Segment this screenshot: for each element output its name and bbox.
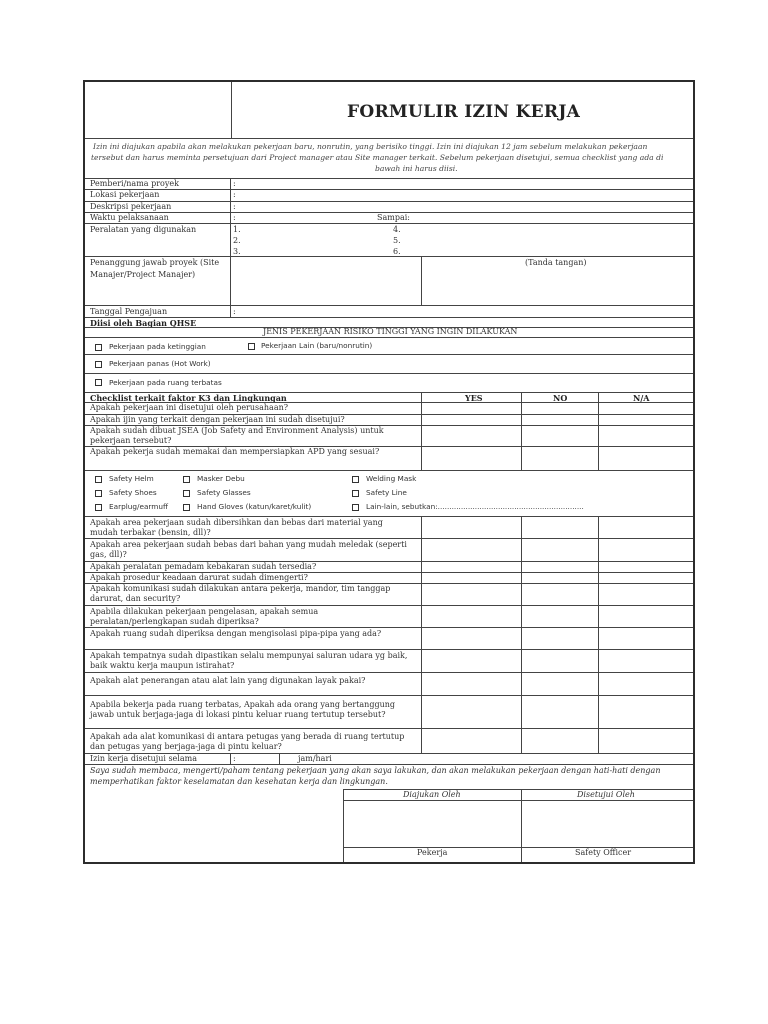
question-10-line-1: Apabila dilakukan pekerjaan pengelasan, apakah semua	[90, 607, 319, 616]
statement-line-1: Saya sudah membaca, mengerti/paham tentang pekerjaan yang akan saya lakukan, dan akan melakukan pekerjaan dengan hati-hati dengan	[90, 766, 661, 775]
colon-deskripsi: :	[233, 202, 236, 211]
question-12-line-2: baik waktu kerja maupun istirahat?	[90, 661, 235, 670]
form-title: FORMULIR IZIN KERJA	[347, 102, 581, 122]
checkbox-hot-work[interactable]	[95, 361, 102, 368]
equipment-6: 6.	[393, 247, 401, 256]
label-tanda-tangan: (Tanda tangan)	[525, 258, 587, 267]
question-9-line-1: Apakah komunikasi sudah dilakukan antara pekerja, mandor, tim tanggap	[90, 584, 391, 593]
question-9-line-2: darurat, dan security?	[90, 594, 181, 603]
ppe-masker-debu: Masker Debu	[197, 474, 245, 483]
equipment-3: 3.	[233, 247, 241, 256]
checkbox-welding-mask[interactable]	[352, 476, 359, 483]
question-15-line-1: Apakah ada alat komunikasi di antara petugas yang berada di ruang tertutup	[90, 732, 405, 741]
label-deskripsi: Deskripsi pekerjaan	[90, 202, 172, 211]
ppe-safety-helm: Safety Helm	[109, 474, 154, 483]
label-tanggal: Tanggal Pengajuan	[90, 307, 168, 316]
intro-line-1: Izin ini diajukan apabila akan melakukan pekerjaan baru, nonrutin, yang berisiko tinggi. Izin ini diajukan 12 jam sebelum melakukan pekerjaan	[93, 142, 648, 151]
label-pekerjaan-lain: Pekerjaan Lain (baru/nonrutin)	[261, 341, 373, 350]
label-waktu: Waktu pelaksanaan	[90, 213, 169, 222]
question-3-line-2: pekerjaan tersebut?	[90, 436, 172, 445]
qhse-heading: Diisi oleh Bagian QHSE	[90, 318, 197, 328]
jenis-pekerjaan-header: JENIS PEKERJAAN RISIKO TINGGI YANG INGIN DILAKUKAN	[263, 327, 518, 336]
label-pemberi: Pemberi/nama proyek	[90, 179, 179, 188]
question-2: Apakah ijin yang terkait dengan pekerjaan ini sudah disetujui?	[90, 415, 345, 424]
checkbox-earplug[interactable]	[95, 504, 102, 511]
ppe-safety-shoes: Safety Shoes	[109, 488, 157, 497]
question-8: Apakah prosedur keadaan darurat sudah dimengerti?	[90, 573, 308, 582]
label-lokasi: Lokasi pekerjaan	[90, 190, 160, 199]
label-ruang-terbatas: Pekerjaan pada ruang terbatas	[109, 378, 222, 387]
ppe-lain-lain: Lain-lain, sebutkan:...............................................................	[366, 502, 584, 511]
ppe-welding-mask: Welding Mask	[366, 474, 417, 483]
checklist-heading: Checklist terkait faktor K3 dan Lingkungan	[90, 393, 287, 403]
colon-tanggal: :	[233, 307, 236, 316]
question-7: Apakah peralatan pemadam kebakaran sudah tersedia?	[90, 562, 317, 571]
question-4: Apakah pekerja sudah memakai dan mempersiapkan APD yang sesuai?	[90, 447, 380, 456]
ppe-earplug: Earplug/earmuff	[109, 502, 169, 511]
colon-waktu: :	[233, 213, 236, 222]
checkbox-safety-helm[interactable]	[95, 476, 102, 483]
question-14-line-2: jawab untuk berjaga-jaga di lokasi pintu keluar ruang tertutup tersebut?	[90, 710, 386, 719]
label-sampai: Sampai:	[377, 213, 410, 222]
label-izin-disetujui: Izin kerja disetujui selama	[90, 754, 197, 763]
intro-line-3: bawah ini harus diisi.	[375, 164, 458, 173]
question-11: Apakah ruang sudah diperiksa dengan mengisolasi pipa-pipa yang ada?	[90, 629, 382, 638]
label-diajukan-oleh: Diajukan Oleh	[403, 790, 461, 799]
label-safety-officer: Safety Officer	[575, 848, 632, 857]
checkbox-safety-shoes[interactable]	[95, 490, 102, 497]
checkbox-masker-debu[interactable]	[183, 476, 190, 483]
ppe-safety-line: Safety Line	[366, 488, 407, 497]
question-5-line-2: mudah terbakar (bensin, dll)?	[90, 528, 211, 537]
ppe-safety-glasses: Safety Glasses	[197, 488, 251, 497]
colon-lokasi: :	[233, 190, 236, 199]
intro-line-2: tersebut dan harus meminta persetujuan dari Project manager atau Site manager terkait. Sebelum pekerjaan disetujui, semua checklist yang ada di	[91, 153, 664, 162]
equipment-4: 4.	[393, 225, 401, 234]
equipment-2: 2.	[233, 236, 241, 245]
col-na: N/A	[633, 393, 650, 403]
checkbox-safety-glasses[interactable]	[183, 490, 190, 497]
label-hot-work: Pekerjaan panas (Hot Work)	[109, 359, 211, 368]
question-3-line-1: Apakah sudah dibuat JSEA (Job Safety and Environment Analysis) untuk	[90, 426, 384, 435]
question-15-line-2: dan petugas yang berjaga-jaga di pintu keluar?	[90, 742, 282, 751]
checkbox-ruang-terbatas[interactable]	[95, 379, 102, 386]
label-penanggung-1: Penanggung jawab proyek (Site	[90, 258, 220, 267]
question-6-line-1: Apakah area pekerjaan sudah bebas dari bahan yang mudah meledak (seperti	[90, 540, 407, 549]
checkbox-safety-line[interactable]	[352, 490, 359, 497]
label-penanggung-2: Manajer/Project Manajer)	[90, 270, 196, 279]
label-pekerja: Pekerja	[417, 848, 448, 857]
statement-line-2: memperhatikan faktor keselamatan dan kesehatan kerja dan lingkungan.	[90, 777, 388, 786]
question-13: Apakah alat penerangan atau alat lain yang digunakan layak pakai?	[90, 676, 366, 685]
label-ketinggian: Pekerjaan pada ketinggian	[109, 342, 206, 351]
colon-pemberi: :	[233, 179, 236, 188]
question-1: Apakah pekerjaan ini disetujui oleh perusahaan?	[90, 403, 289, 412]
question-14-line-1: Apabila bekerja pada ruang terbatas, Apakah ada orang yang bertanggung	[90, 700, 395, 709]
equipment-5: 5.	[393, 236, 401, 245]
col-no: NO	[553, 393, 568, 403]
checkbox-ketinggian[interactable]	[95, 344, 102, 351]
label-peralatan: Peralatan yang digunakan	[90, 225, 197, 234]
question-6-line-2: gas, dll)?	[90, 550, 127, 559]
label-jam-hari: jam/hari	[298, 754, 332, 763]
checkbox-lain-lain[interactable]	[352, 504, 359, 511]
label-disetujui-oleh: Disetujui Oleh	[577, 790, 635, 799]
question-12-line-1: Apakah tempatnya sudah dipastikan selalu mempunyai saluran udara yg baik,	[90, 651, 408, 660]
question-10-line-2: peralatan/perlengkapan sudah diperiksa?	[90, 617, 259, 626]
equipment-1: 1.	[233, 225, 241, 234]
colon-izin: :	[233, 754, 236, 763]
checkbox-pekerjaan-lain[interactable]	[248, 343, 255, 350]
ppe-hand-gloves: Hand Gloves (katun/karet/kulit)	[197, 502, 312, 511]
col-yes: YES	[465, 393, 483, 403]
checkbox-hand-gloves[interactable]	[183, 504, 190, 511]
work-permit-form	[83, 80, 695, 864]
question-5-line-1: Apakah area pekerjaan sudah dibersihkan dan bebas dari material yang	[90, 518, 383, 527]
